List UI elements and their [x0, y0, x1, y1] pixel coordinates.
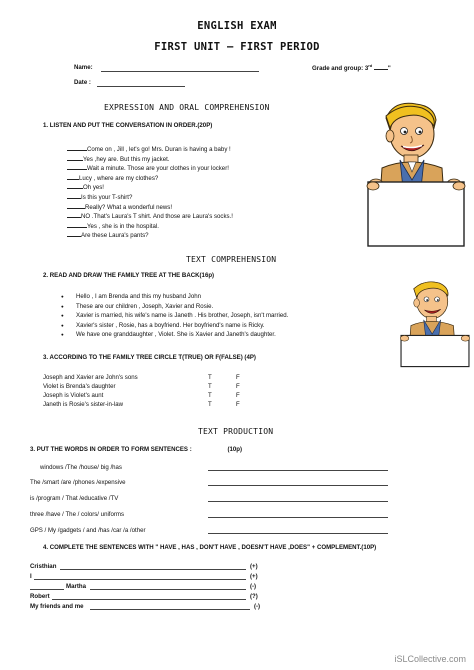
order-blank[interactable]: [67, 202, 85, 209]
answer-line[interactable]: [208, 533, 388, 534]
section-heading-oral: EXPRESSION AND ORAL COMPREHENSION: [104, 103, 270, 112]
order-blank[interactable]: [67, 144, 87, 151]
list-item: ● Xavier's sister , Rosie, has a boyfriend. Her boyfriend's name is Ricky.: [58, 321, 288, 331]
complete-sentence-label: Cristhian: [30, 563, 57, 570]
tf-statement: Joseph and Xavier are John's sons: [43, 374, 138, 381]
grade-text: Grade and group: 3: [312, 65, 369, 73]
tf-statement: Janeth is Rosie's sister-in-law: [43, 401, 124, 408]
answer-line[interactable]: [208, 517, 388, 518]
sign-indicator: (+): [250, 573, 258, 580]
order-blank[interactable]: [67, 192, 81, 199]
true-option[interactable]: T: [208, 383, 212, 390]
man-holding-sign-illustration-2: [398, 276, 472, 368]
scrambled-sentence: windows /The /house/ big /has: [40, 464, 122, 471]
false-option[interactable]: F: [236, 392, 240, 399]
conversation-line[interactable]: Wait a minute. Those are your clothes in your locker!: [67, 163, 233, 173]
complete-sentence-label: Robert: [30, 593, 50, 600]
answer-line[interactable]: [90, 589, 246, 590]
false-option[interactable]: F: [236, 374, 240, 381]
order-blank[interactable]: [67, 163, 87, 170]
q4-heading-text: 3. PUT THE WORDS IN ORDER TO FORM SENTENCES :: [30, 446, 192, 453]
scrambled-sentence: GPS / My /gadgets / and /has /car /a /other: [30, 527, 146, 534]
exam-subtitle: FIRST UNIT – FIRST PERIOD: [154, 41, 320, 53]
section-heading-text-comprehension: TEXT COMPREHENSION: [186, 255, 277, 264]
grade-label: [312, 62, 391, 72]
conversation-line[interactable]: Yes , she is in the hospital.: [67, 221, 233, 231]
conversation-line[interactable]: Come on , Jill , let's go! Mrs. Duran is having a baby !: [67, 144, 233, 154]
blank-sign: [401, 335, 469, 366]
answer-line[interactable]: [60, 569, 246, 570]
watermark-text: iSLCollective.com: [394, 654, 466, 664]
group-field[interactable]: [374, 63, 388, 70]
answer-line[interactable]: [52, 599, 246, 600]
sign-indicator: (+): [250, 563, 258, 570]
date-field[interactable]: [97, 86, 185, 87]
q4-heading: [30, 446, 242, 453]
answer-line[interactable]: [90, 609, 250, 610]
q2-bullet-list: [58, 292, 288, 340]
list-item: ● These are our children , Joseph, Xavier and Rosie.: [58, 302, 288, 312]
section-heading-text-production: TEXT PRODUCTION: [198, 427, 274, 436]
list-item: ● Xavier is married, his wife's name is Janeth . His brother, Joseph, isn't married.: [58, 311, 288, 321]
conversation-line[interactable]: Lucy , where are my clothes?: [67, 173, 233, 183]
q2-heading: 2. READ AND DRAW THE FAMILY TREE AT THE BACK(16p): [43, 272, 215, 279]
true-option[interactable]: T: [208, 392, 212, 399]
date-label: Date :: [74, 79, 91, 86]
q4-points: (10p): [227, 446, 242, 453]
name-label: Name:: [74, 64, 93, 71]
order-blank[interactable]: [67, 173, 79, 180]
order-blank[interactable]: [67, 230, 81, 237]
grade-suffix: rd: [368, 63, 373, 68]
false-option[interactable]: F: [236, 383, 240, 390]
tf-statement: Violet is Brenda's daughter: [43, 383, 116, 390]
q1-heading: 1. LISTEN AND PUT THE CONVERSATION IN ORDER.(20P): [43, 122, 213, 129]
man-holding-sign-illustration: [364, 98, 468, 250]
answer-line[interactable]: [30, 589, 64, 590]
scrambled-sentence: The /smart /are /phones /expensive: [30, 479, 126, 486]
order-blank[interactable]: [67, 211, 81, 218]
q3-heading: 3. ACCORDING TO THE FAMILY TREE CIRCLE T(TRUE) OR F(FALSE) (4P): [43, 354, 256, 361]
name-field[interactable]: [101, 71, 259, 72]
order-blank[interactable]: [67, 154, 83, 161]
answer-line[interactable]: [208, 470, 388, 471]
complete-sentence-label: I: [30, 573, 32, 580]
conversation-line[interactable]: NO .That's Laura's T shirt. And those are Laura's socks.!: [67, 211, 233, 221]
answer-line[interactable]: [34, 579, 246, 580]
complete-sentence-label: Martha: [66, 583, 86, 590]
exam-title: ENGLISH EXAM: [197, 20, 277, 32]
grade-tail: ": [387, 65, 391, 73]
order-blank[interactable]: [67, 221, 87, 228]
true-option[interactable]: T: [208, 401, 212, 408]
scrambled-sentence: is /program / That /educative /TV: [30, 495, 119, 502]
conversation-line[interactable]: Really? What a wonderful news!: [67, 202, 233, 212]
tf-statement: Joseph is Violet's aunt: [43, 392, 104, 399]
q1-conversation: [67, 144, 233, 240]
conversation-line[interactable]: Are these Laura's pants?: [67, 230, 233, 240]
q5-heading: 4. COMPLETE THE SENTENCES WITH " HAVE , HAS , DON'T HAVE , DOESN'T HAVE ,DOES" + COMPLEMENT.(10P): [43, 544, 377, 551]
false-option[interactable]: F: [236, 401, 240, 408]
blank-sign: [368, 182, 464, 246]
scrambled-sentence: three /have / The / colors/ uniforms: [30, 511, 125, 518]
list-item: ● Hello , I am Brenda and this my husband John: [58, 292, 288, 302]
true-option[interactable]: T: [208, 374, 212, 381]
list-item: ● We have one granddaughter , Violet. She is Xavier and Janeth's daughter.: [58, 330, 288, 340]
conversation-line[interactable]: Oh yes!: [67, 182, 233, 192]
answer-line[interactable]: [208, 485, 388, 486]
answer-line[interactable]: [208, 501, 388, 502]
sign-indicator: (?): [250, 593, 258, 600]
sign-indicator: (-): [254, 603, 261, 610]
sign-indicator: (-): [250, 583, 257, 590]
order-blank[interactable]: [67, 182, 83, 189]
conversation-line[interactable]: Yes ,hey are. But this my jacket.: [67, 154, 233, 164]
conversation-line[interactable]: Is this your T-shirt?: [67, 192, 233, 202]
complete-sentence-label: My friends and me: [30, 603, 84, 610]
